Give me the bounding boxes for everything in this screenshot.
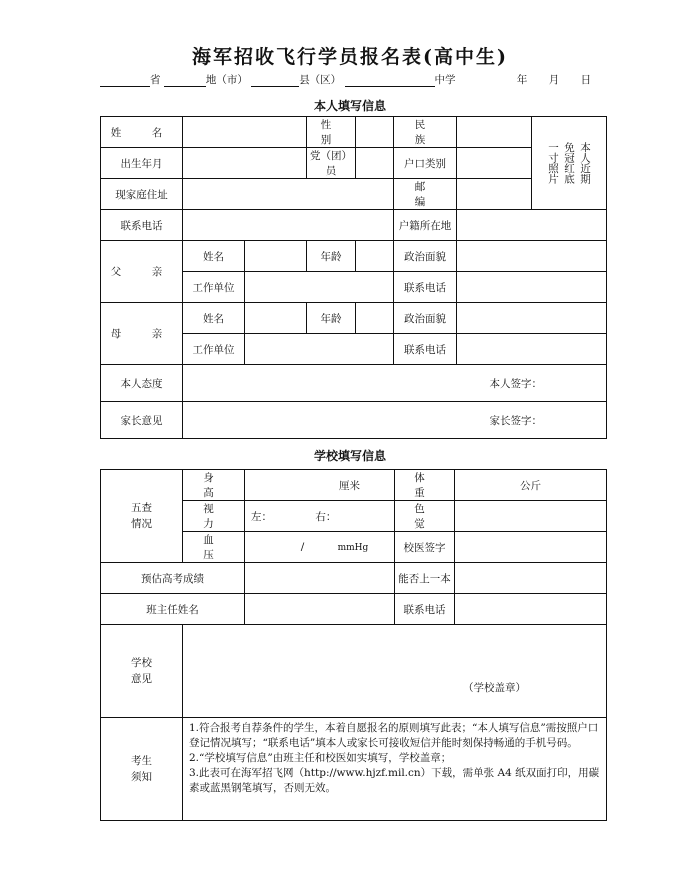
father-name-label: 姓名 bbox=[183, 241, 245, 272]
father-work-field[interactable] bbox=[245, 272, 394, 303]
parent-opinion-label: 家长意见 bbox=[101, 402, 183, 439]
teacher-phone-label: 联系电话 bbox=[395, 594, 455, 625]
form-title: 海军招收飞行学员报名表(高中生) bbox=[192, 46, 508, 68]
tier1-label: 能否上一本 bbox=[395, 563, 455, 594]
gender-label: 性 别 bbox=[307, 117, 356, 148]
hukou-location-label: 户籍所在地 bbox=[394, 210, 457, 241]
attitude-label: 本人态度 bbox=[101, 365, 183, 402]
photo-text-1: 本人近期 bbox=[579, 142, 591, 184]
bp-field[interactable] bbox=[245, 532, 395, 563]
mother-age-field[interactable] bbox=[356, 303, 394, 334]
weight-label: 体 重 bbox=[395, 470, 455, 501]
color-vision-field[interactable] bbox=[455, 501, 607, 532]
five-checks-label: 五查情况 bbox=[101, 470, 183, 563]
birth-label: 出生年月 bbox=[101, 148, 183, 179]
vision-left-label: 左： bbox=[251, 510, 272, 523]
bp-separator: / bbox=[300, 541, 305, 553]
teacher-field[interactable] bbox=[245, 594, 395, 625]
teacher-phone-field[interactable] bbox=[455, 594, 607, 625]
bp-unit: mmHg bbox=[337, 543, 369, 553]
father-work-label: 工作单位 bbox=[183, 272, 245, 303]
name-label: 姓 名 bbox=[101, 117, 183, 148]
mother-name-label: 姓名 bbox=[183, 303, 245, 334]
father-name-field[interactable] bbox=[245, 241, 307, 272]
address-field[interactable] bbox=[183, 179, 394, 210]
color-vision-label: 色 觉 bbox=[395, 501, 455, 532]
doctor-sign-field[interactable] bbox=[455, 532, 607, 563]
hukou-type-field[interactable] bbox=[457, 148, 532, 179]
height-field[interactable] bbox=[245, 470, 395, 501]
name-field[interactable] bbox=[183, 117, 307, 148]
county-field[interactable] bbox=[251, 75, 299, 87]
hukou-type-label: 户口类别 bbox=[394, 148, 457, 179]
father-age-label: 年龄 bbox=[307, 241, 356, 272]
phone-label: 联系电话 bbox=[101, 210, 183, 241]
section2-title: 学校填写信息 bbox=[313, 449, 386, 463]
school-opinion-field[interactable] bbox=[183, 625, 607, 718]
mother-political-field[interactable] bbox=[457, 303, 607, 334]
mother-political-label: 政治面貌 bbox=[394, 303, 457, 334]
mother-age-label: 年龄 bbox=[307, 303, 356, 334]
mother-work-label: 工作单位 bbox=[183, 334, 245, 365]
mother-name-field[interactable] bbox=[245, 303, 307, 334]
day-label: 日 bbox=[580, 74, 592, 86]
address-label: 现家庭住址 bbox=[101, 179, 183, 210]
mother-work-field[interactable] bbox=[245, 334, 394, 365]
mother-phone-label: 联系电话 bbox=[394, 334, 457, 365]
photo-text-3: 一寸照片 bbox=[547, 142, 559, 184]
party-label: 党（团）员 bbox=[307, 148, 356, 179]
father-label: 父 亲 bbox=[101, 241, 183, 303]
father-political-field[interactable] bbox=[457, 241, 607, 272]
section1-title: 本人填写信息 bbox=[313, 99, 386, 113]
location-line bbox=[100, 72, 620, 87]
notes-content bbox=[183, 718, 607, 821]
county-label: 县（区） bbox=[299, 74, 342, 86]
father-age-field[interactable] bbox=[356, 241, 394, 272]
height-unit: 厘米 bbox=[339, 479, 360, 492]
ethnicity-label: 民 族 bbox=[394, 117, 457, 148]
note-item-3: 3.此表可在海军招飞网（http://www.hjzf.mil.cn）下载，需单张 A4 纸双面打印，用碳素或蓝黑钢笔填写，否则无效。 bbox=[189, 767, 600, 794]
height-label: 身 高 bbox=[183, 470, 245, 501]
city-label: 地（市） bbox=[205, 74, 248, 86]
parent-sign-label: 家长签字： bbox=[489, 414, 542, 427]
postcode-label: 邮 编 bbox=[394, 179, 457, 210]
school-info-table bbox=[100, 469, 607, 821]
school-opinion-label: 学校意见 bbox=[101, 625, 183, 718]
photo-text-2: 免冠红底 bbox=[563, 142, 575, 184]
mother-phone-field[interactable] bbox=[457, 334, 607, 365]
bp-label: 血 压 bbox=[183, 532, 245, 563]
birth-field[interactable] bbox=[183, 148, 307, 179]
self-sign-label: 本人签字： bbox=[489, 377, 542, 390]
doctor-sign-label: 校医签字 bbox=[395, 532, 455, 563]
postcode-field[interactable] bbox=[457, 179, 532, 210]
father-phone-field[interactable] bbox=[457, 272, 607, 303]
parent-opinion-field[interactable] bbox=[183, 402, 607, 439]
gaokao-label: 预估高考成绩 bbox=[101, 563, 245, 594]
note-item-1: 1.符合报考自荐条件的学生，本着自愿报名的原则填写此表；“本人填写信息”需按照户口登记情况填写；“联系电话”填本人或家长可接收短信并能时刻保持畅通的手机号码。 bbox=[189, 722, 599, 749]
personal-info-table bbox=[100, 116, 607, 439]
vision-field[interactable] bbox=[245, 501, 395, 532]
school-field[interactable] bbox=[345, 75, 435, 87]
month-label: 月 bbox=[548, 74, 560, 86]
province-field[interactable] bbox=[100, 75, 150, 87]
party-field[interactable] bbox=[356, 148, 394, 179]
teacher-label: 班主任姓名 bbox=[101, 594, 245, 625]
province-label: 省 bbox=[150, 74, 161, 86]
vision-right-label: 右： bbox=[315, 510, 337, 523]
school-seal-label: （学校盖章） bbox=[463, 682, 526, 694]
phone-field[interactable] bbox=[183, 210, 394, 241]
mother-label: 母 亲 bbox=[101, 303, 183, 365]
attitude-field[interactable] bbox=[183, 365, 607, 402]
weight-field[interactable] bbox=[455, 470, 607, 501]
city-field[interactable] bbox=[164, 75, 206, 87]
photo-box[interactable] bbox=[532, 117, 607, 210]
year-label: 年 bbox=[516, 74, 528, 86]
father-political-label: 政治面貌 bbox=[394, 241, 457, 272]
vision-label: 视 力 bbox=[183, 501, 245, 532]
father-phone-label: 联系电话 bbox=[394, 272, 457, 303]
school-label: 中学 bbox=[434, 74, 456, 86]
note-item-2: 2.“学校填写信息”由班主任和校医如实填写，学校盖章； bbox=[189, 752, 452, 764]
gaokao-field[interactable] bbox=[245, 563, 395, 594]
weight-unit: 公斤 bbox=[520, 479, 541, 492]
hukou-location-field[interactable] bbox=[457, 210, 607, 241]
tier1-field[interactable] bbox=[455, 563, 607, 594]
ethnicity-field[interactable] bbox=[457, 117, 532, 148]
notes-label: 考生须知 bbox=[101, 718, 183, 821]
